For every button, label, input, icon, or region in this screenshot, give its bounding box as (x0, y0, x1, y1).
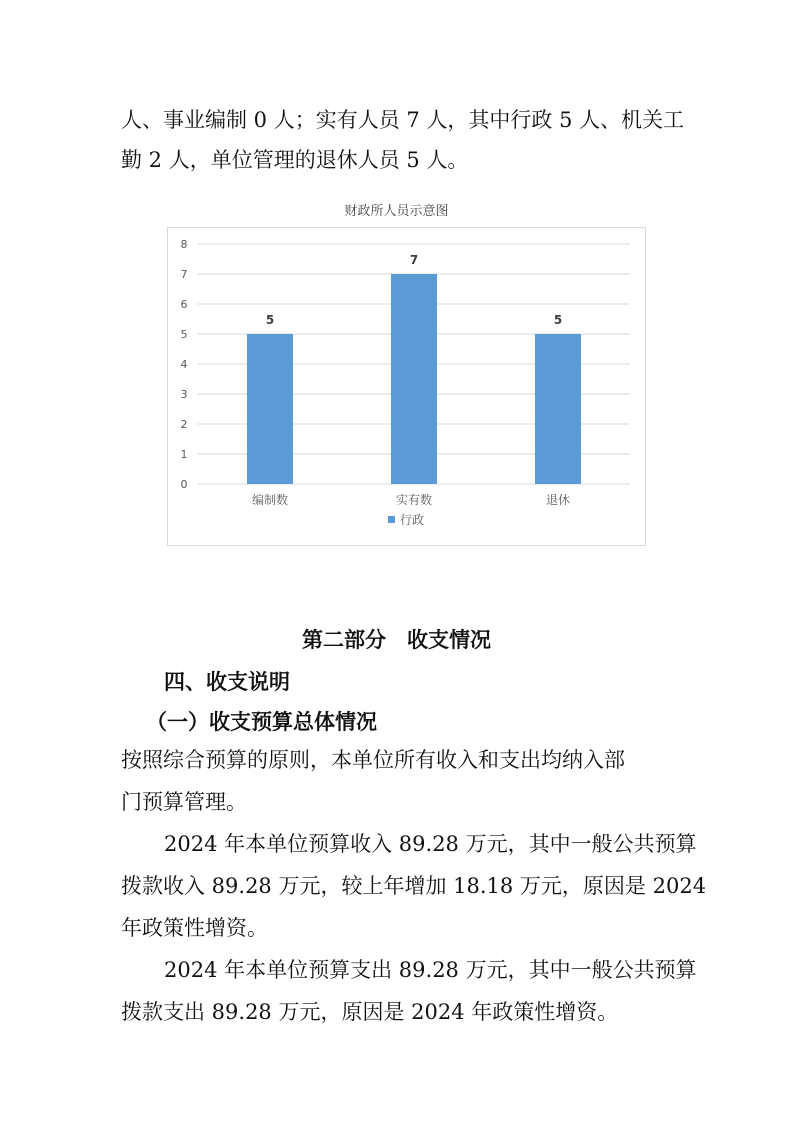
staff-bar-chart (168, 228, 645, 545)
body-p2-line-2: 拨款收入 89.28 万元，较上年增加 18.18 万元，原因是 2024 (121, 874, 707, 898)
chart-frame (167, 227, 646, 546)
part-title: 第二部分 收支情况 (302, 628, 491, 652)
section-heading: 四、收支说明 (164, 670, 290, 694)
bar (535, 334, 581, 484)
intro-line-2: 勤 2 人，单位管理的退休人员 5 人。 (121, 148, 469, 172)
bar (391, 274, 437, 484)
x-tick-label: 退休 (545, 493, 571, 507)
y-tick-label: 6 (180, 298, 188, 311)
intro-line-1: 人、事业编制 0 人；实有人员 7 人，其中行政 5 人、机关工 (121, 108, 685, 132)
y-tick-label: 2 (180, 418, 188, 431)
y-tick-label: 1 (180, 448, 188, 461)
y-tick-label: 8 (180, 238, 188, 251)
x-tick-label: 实有数 (395, 493, 433, 507)
y-tick-label: 5 (180, 328, 188, 341)
y-tick-label: 4 (180, 358, 188, 371)
legend-swatch (388, 516, 395, 523)
data-label: 5 (265, 313, 275, 327)
subsection-heading: （一）收支预算总体情况 (146, 710, 377, 734)
body-p3-line-1: 2024 年本单位预算支出 89.28 万元，其中一般公共预算 (164, 958, 697, 982)
x-tick-label: 编制数 (251, 493, 289, 507)
body-p3-line-2: 拨款支出 89.28 万元，原因是 2024 年政策性增资。 (121, 1000, 619, 1024)
legend-label: 行政 (400, 513, 425, 527)
y-tick-label: 7 (180, 268, 188, 281)
body-p1-line-1: 按照综合预算的原则，本单位所有收入和支出均纳入部 (121, 748, 625, 772)
y-tick-label: 0 (180, 478, 188, 491)
body-p2-line-3: 年政策性增资。 (121, 916, 268, 940)
data-label: 7 (409, 253, 419, 267)
y-tick-label: 3 (180, 388, 188, 401)
chart-title: 财政所人员示意图 (344, 204, 449, 219)
body-p2-line-1: 2024 年本单位预算收入 89.28 万元，其中一般公共预算 (164, 832, 697, 856)
data-label: 5 (553, 313, 563, 327)
body-p1-line-2: 门预算管理。 (121, 790, 247, 814)
bar (247, 334, 293, 484)
